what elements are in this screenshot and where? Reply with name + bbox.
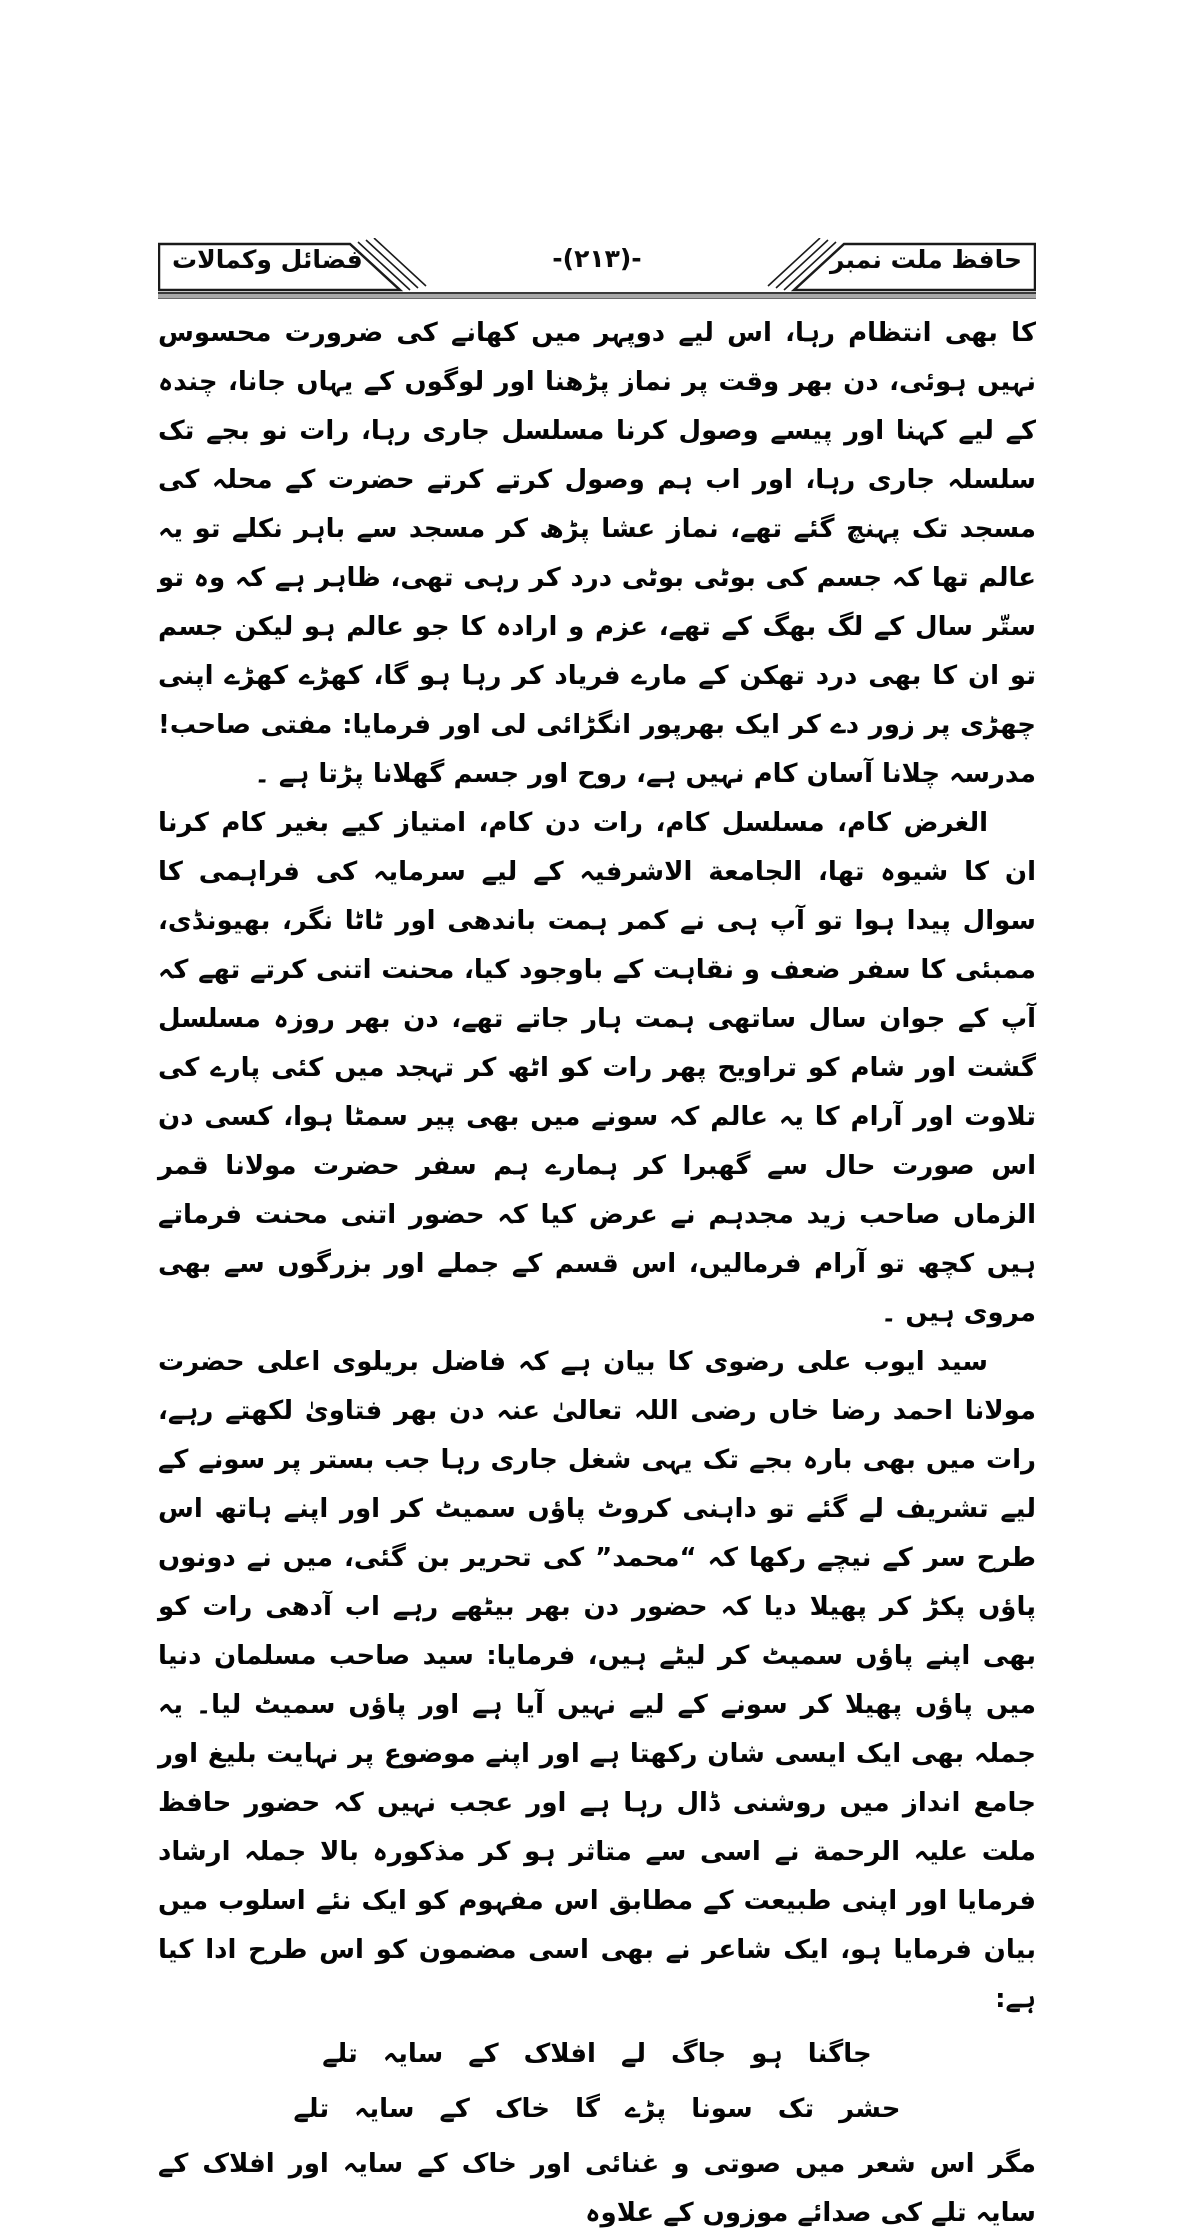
page-content — [158, 238, 1036, 2238]
paragraph-3: سید ایوب علی رضوی کا بیان ہے کہ فاضل بریلوی اعلی حضرت مولانا احمد رضا خاں رضی اللہ تعالیٰ عنہ دن بھر فتاویٰ لکھتے رہے، رات میں بھی بارہ بجے تک یہی شغل جاری رہا جب بستر پر سونے کے لیے تشریف لے گئے تو داہنی کروٹ پاؤں سمیٹ کر اور اپنے ہاتھ اس طرح سر کے نیچے رکھا کہ “محمد” کی تحریر بن گئی، میں نے دونوں پاؤں پکڑ کر پھیلا دیا کہ حضور دن بھر بیٹھے رہے اب آدھی رات کو بھی اپنے پاؤں سمیٹ کر لیٹے ہیں، فرمایا: سید صاحب مسلمان دنیا میں پاؤں پھیلا کر سونے کے لیے نہیں آیا ہے اور پاؤں سمیٹ لیا۔ یہ جملہ بھی ایک ایسی شان رکھتا ہے اور اپنے موضوع پر نہایت بلیغ اور جامع انداز میں روشنی ڈال رہا ہے اور عجب نہیں کہ حضور حافظ ملت علیہ الرحمة نے اسی سے متاثر ہو کر مذکورہ بالا جملہ ارشاد فرمایا اور اپنی طبیعت کے مطابق اس مفہوم کو ایک نئے اسلوب میں بیان فرمایا ہو، ایک شاعر نے بھی اسی مضمون کو اس طرح ادا کیا ہے: — [158, 1347, 1036, 2014]
header-title-left: فضائل وکمالات — [172, 245, 363, 274]
closing-paragraph: مگر اس شعر میں صوتی و غنائی اور خاک کے سایہ اور افلاک کے سایہ تلے کی صدائے موزوں کے علاوہ — [158, 2149, 1036, 2228]
page-number: -(۲۱۳)- — [552, 244, 642, 273]
couplet-line-1: جاگنا ہو جاگ لے افلاک کے سایہ تلے — [322, 2039, 872, 2069]
paragraph-2: الغرض کام، مسلسل کام، رات دن کام، امتیاز کیے بغیر کام کرنا ان کا شیوہ تھا، الجامعة الاشرفیہ کے لیے سرمایہ کی فراہمی کا سوال پیدا ہوا تو آپ ہی نے کمر ہمت باندھی اور ٹاٹا نگر، بھیونڈی، ممبئی کا سفر ضعف و نقاہت کے باوجود کیا، محنت اتنی کرتے تھے کہ آپ کے جوان سال ساتھی ہمت ہار جاتے تھے، دن بھر روزہ مسلسل گشت اور شام کو تراویح پھر رات کو اٹھ کر تہجد میں کئی پارے کی تلاوت اور آرام کا یہ عالم کہ سونے میں بھی پیر سمٹا ہوا، کسی دن اس صورت حال سے گھبرا کر ہمارے ہم سفر حضرت مولانا قمر الزماں صاحب زید مجدہم نے عرض کیا کہ حضور اتنی محنت فرماتے ہیں کچھ تو آرام فرمالیں، اس قسم کے جملے اور بزرگوں سے بھی مروی ہیں ۔ — [158, 808, 1036, 1328]
header-box-left — [158, 238, 458, 292]
paragraph-1: کا بھی انتظام رہا، اس لیے دوپہر میں کھانے کی ضرورت محسوس نہیں ہوئی، دن بھر وقت پر نماز پڑھنا اور لوگوں کے یہاں جانا، چندہ کے لیے کہنا اور پیسے وصول کرنا مسلسل جاری رہا، رات نو بجے تک سلسلہ جاری رہا، اور اب ہم وصول کرتے کرتے حضرت کے محلہ کی مسجد تک پہنچ گئے تھے، نماز عشا پڑھ کر مسجد سے باہر نکلے تو یہ عالم تھا کہ جسم کی بوٹی بوٹی درد کر رہی تھی، ظاہر ہے کہ وہ تو ستّر سال کے لگ بھگ کے تھے، عزم و ارادہ کا جو عالم ہو لیکن جسم تو ان کا بھی درد تھکن کے مارے فریاد کر رہا ہو گا، کھڑے کھڑے اپنی چھڑی پر زور دے کر ایک بھرپور انگڑائی لی اور فرمایا: مفتی صاحب! مدرسہ چلانا آسان کام نہیں ہے، روح اور جسم گھلانا پڑتا ہے ۔ — [158, 318, 1036, 789]
body-text — [158, 309, 1036, 2238]
page-header — [158, 238, 1036, 292]
couplet — [158, 2027, 1036, 2137]
header-title-right: حافظ ملت نمبر — [829, 245, 1022, 274]
couplet-line-2: حشر تک سونا پڑے گا خاک کے سایہ تلے — [293, 2094, 901, 2124]
header-divider — [158, 292, 1036, 299]
